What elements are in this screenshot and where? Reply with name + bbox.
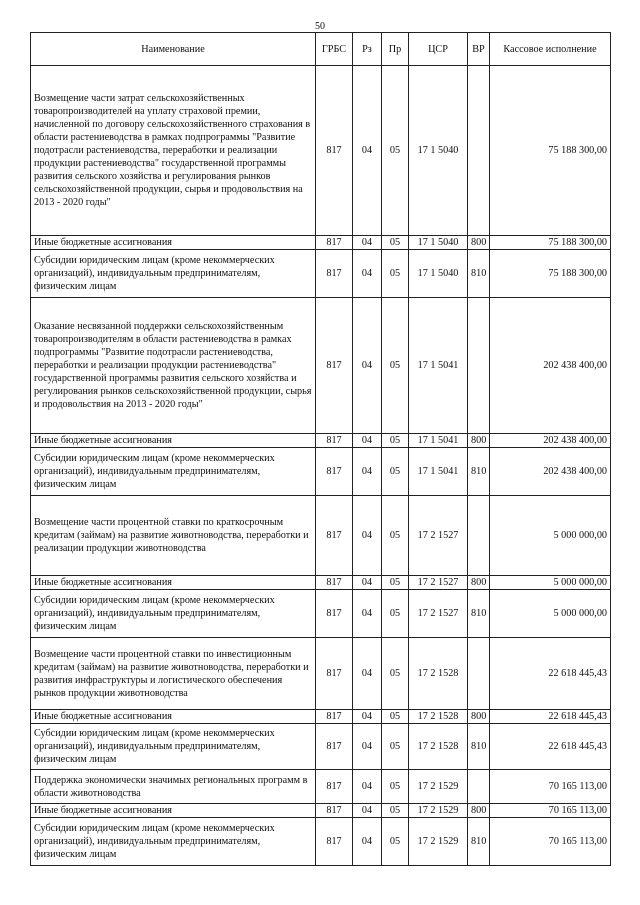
cell-pr: 05 bbox=[382, 298, 409, 434]
table-header-row bbox=[31, 33, 611, 66]
table-row bbox=[31, 66, 611, 236]
page-number: 50 bbox=[315, 21, 325, 32]
cell-rz: 04 bbox=[353, 818, 382, 866]
cell-name: Оказание несвязанной поддержки сельскохозяйственным товаропроизводителям в области растениеводства в рамках подпрограммы "Развитие подотрасли растениеводства, переработки и реализации продукции растениеводства" государственной программы развития сельского хозяйства и регулирования рынков сельскохозяйственной продукции, сырья и продовольствия на 2013 - 2020 годы" bbox=[31, 298, 316, 434]
cell-grbs: 817 bbox=[316, 236, 353, 250]
cell-vr: 810 bbox=[468, 724, 490, 770]
cell-vr bbox=[468, 496, 490, 576]
cell-pr: 05 bbox=[382, 250, 409, 298]
cell-name: Поддержка экономически значимых региональных программ в области животноводства bbox=[31, 770, 316, 804]
cell-csr: 17 1 5041 bbox=[409, 298, 468, 434]
cell-vr bbox=[468, 298, 490, 434]
cell-rz: 04 bbox=[353, 710, 382, 724]
cell-name: Возмещение части процентной ставки по инвестиционным кредитам (займам) на развитие животноводства, переработки и развития инфраструктуры и логистического обеспечения рынков продукции животноводства bbox=[31, 638, 316, 710]
cell-amount: 70 165 113,00 bbox=[490, 804, 611, 818]
cell-pr: 05 bbox=[382, 804, 409, 818]
header-rz: Рз bbox=[353, 33, 382, 66]
table-row bbox=[31, 818, 611, 866]
cell-name: Субсидии юридическим лицам (кроме некоммерческих организаций), индивидуальным предпринимателям, физическим лицам bbox=[31, 448, 316, 496]
cell-pr: 05 bbox=[382, 590, 409, 638]
cell-pr: 05 bbox=[382, 724, 409, 770]
cell-amount: 22 618 445,43 bbox=[490, 710, 611, 724]
cell-csr: 17 1 5040 bbox=[409, 250, 468, 298]
cell-rz: 04 bbox=[353, 724, 382, 770]
cell-name: Иные бюджетные ассигнования bbox=[31, 576, 316, 590]
cell-name: Субсидии юридическим лицам (кроме некоммерческих организаций), индивидуальным предпринимателям, физическим лицам bbox=[31, 724, 316, 770]
table-row bbox=[31, 576, 611, 590]
cell-rz: 04 bbox=[353, 448, 382, 496]
cell-vr bbox=[468, 638, 490, 710]
cell-name: Субсидии юридическим лицам (кроме некоммерческих организаций), индивидуальным предпринимателям, физическим лицам bbox=[31, 590, 316, 638]
cell-amount: 70 165 113,00 bbox=[490, 770, 611, 804]
cell-csr: 17 2 1528 bbox=[409, 710, 468, 724]
cell-grbs: 817 bbox=[316, 770, 353, 804]
table-row bbox=[31, 590, 611, 638]
cell-vr: 800 bbox=[468, 804, 490, 818]
table-row bbox=[31, 434, 611, 448]
cell-csr: 17 2 1528 bbox=[409, 724, 468, 770]
cell-csr: 17 1 5040 bbox=[409, 66, 468, 236]
cell-name: Иные бюджетные ассигнования bbox=[31, 236, 316, 250]
header-vr: ВР bbox=[468, 33, 490, 66]
table-row bbox=[31, 638, 611, 710]
cell-rz: 04 bbox=[353, 638, 382, 710]
cell-pr: 05 bbox=[382, 496, 409, 576]
cell-vr bbox=[468, 770, 490, 804]
table-row bbox=[31, 724, 611, 770]
cell-csr: 17 2 1528 bbox=[409, 638, 468, 710]
header-pr: Пр bbox=[382, 33, 409, 66]
cell-rz: 04 bbox=[353, 770, 382, 804]
cell-csr: 17 1 5041 bbox=[409, 448, 468, 496]
cell-grbs: 817 bbox=[316, 590, 353, 638]
table-row bbox=[31, 298, 611, 434]
cell-rz: 04 bbox=[353, 434, 382, 448]
cell-amount: 202 438 400,00 bbox=[490, 298, 611, 434]
cell-csr: 17 2 1527 bbox=[409, 576, 468, 590]
cell-pr: 05 bbox=[382, 236, 409, 250]
cell-pr: 05 bbox=[382, 434, 409, 448]
cell-amount: 202 438 400,00 bbox=[490, 448, 611, 496]
budget-table bbox=[30, 32, 611, 866]
cell-csr: 17 1 5040 bbox=[409, 236, 468, 250]
cell-pr: 05 bbox=[382, 770, 409, 804]
cell-grbs: 817 bbox=[316, 804, 353, 818]
cell-amount: 5 000 000,00 bbox=[490, 590, 611, 638]
cell-rz: 04 bbox=[353, 496, 382, 576]
cell-rz: 04 bbox=[353, 298, 382, 434]
cell-amount: 22 618 445,43 bbox=[490, 724, 611, 770]
header-amount: Кассовое исполнение bbox=[490, 33, 611, 66]
cell-csr: 17 2 1529 bbox=[409, 818, 468, 866]
cell-amount: 70 165 113,00 bbox=[490, 818, 611, 866]
cell-amount: 202 438 400,00 bbox=[490, 434, 611, 448]
header-grbs: ГРБС bbox=[316, 33, 353, 66]
cell-rz: 04 bbox=[353, 236, 382, 250]
cell-grbs: 817 bbox=[316, 434, 353, 448]
cell-pr: 05 bbox=[382, 576, 409, 590]
cell-vr: 800 bbox=[468, 236, 490, 250]
cell-name: Субсидии юридическим лицам (кроме некоммерческих организаций), индивидуальным предпринимателям, физическим лицам bbox=[31, 818, 316, 866]
cell-amount: 75 188 300,00 bbox=[490, 250, 611, 298]
cell-csr: 17 2 1529 bbox=[409, 804, 468, 818]
cell-rz: 04 bbox=[353, 590, 382, 638]
cell-pr: 05 bbox=[382, 818, 409, 866]
cell-vr: 800 bbox=[468, 434, 490, 448]
cell-amount: 22 618 445,43 bbox=[490, 638, 611, 710]
cell-name: Иные бюджетные ассигнования bbox=[31, 804, 316, 818]
cell-rz: 04 bbox=[353, 576, 382, 590]
cell-csr: 17 2 1527 bbox=[409, 590, 468, 638]
cell-amount: 75 188 300,00 bbox=[490, 236, 611, 250]
cell-rz: 04 bbox=[353, 66, 382, 236]
cell-vr: 810 bbox=[468, 250, 490, 298]
cell-grbs: 817 bbox=[316, 250, 353, 298]
cell-name: Возмещение части процентной ставки по краткосрочным кредитам (займам) на развитие животноводства, переработки и реализации продукции животноводства bbox=[31, 496, 316, 576]
cell-grbs: 817 bbox=[316, 496, 353, 576]
cell-grbs: 817 bbox=[316, 298, 353, 434]
table-row bbox=[31, 710, 611, 724]
cell-grbs: 817 bbox=[316, 66, 353, 236]
table-row bbox=[31, 250, 611, 298]
cell-grbs: 817 bbox=[316, 448, 353, 496]
table-row bbox=[31, 770, 611, 804]
cell-rz: 04 bbox=[353, 250, 382, 298]
cell-grbs: 817 bbox=[316, 710, 353, 724]
cell-grbs: 817 bbox=[316, 638, 353, 710]
cell-grbs: 817 bbox=[316, 724, 353, 770]
cell-vr: 800 bbox=[468, 710, 490, 724]
cell-csr: 17 2 1527 bbox=[409, 496, 468, 576]
header-name: Наименование bbox=[31, 33, 316, 66]
cell-pr: 05 bbox=[382, 66, 409, 236]
cell-vr: 800 bbox=[468, 576, 490, 590]
cell-name: Иные бюджетные ассигнования bbox=[31, 710, 316, 724]
cell-amount: 5 000 000,00 bbox=[490, 576, 611, 590]
cell-name: Субсидии юридическим лицам (кроме некоммерческих организаций), индивидуальным предпринимателям, физическим лицам bbox=[31, 250, 316, 298]
cell-pr: 05 bbox=[382, 448, 409, 496]
cell-grbs: 817 bbox=[316, 818, 353, 866]
cell-pr: 05 bbox=[382, 710, 409, 724]
cell-vr: 810 bbox=[468, 448, 490, 496]
header-csr: ЦСР bbox=[409, 33, 468, 66]
cell-name: Иные бюджетные ассигнования bbox=[31, 434, 316, 448]
table-row bbox=[31, 448, 611, 496]
cell-rz: 04 bbox=[353, 804, 382, 818]
cell-vr bbox=[468, 66, 490, 236]
cell-pr: 05 bbox=[382, 638, 409, 710]
cell-vr: 810 bbox=[468, 590, 490, 638]
cell-amount: 5 000 000,00 bbox=[490, 496, 611, 576]
table-row bbox=[31, 496, 611, 576]
cell-csr: 17 1 5041 bbox=[409, 434, 468, 448]
table-row bbox=[31, 804, 611, 818]
cell-name: Возмещение части затрат сельскохозяйственных товаропроизводителей на уплату страховой премии, начисленной по договору сельскохозяйственного страхования в области растениеводства в рамках подпрограммы "Развитие подотрасли растениеводства, переработки и реализации продукции растениеводства" государственной программы развития сельского хозяйства и регулирования рынков сельскохозяйственной продукции, сырья и продовольствия на 2013 - 2020 годы" bbox=[31, 66, 316, 236]
cell-vr: 810 bbox=[468, 818, 490, 866]
cell-grbs: 817 bbox=[316, 576, 353, 590]
cell-csr: 17 2 1529 bbox=[409, 770, 468, 804]
table-row bbox=[31, 236, 611, 250]
cell-amount: 75 188 300,00 bbox=[490, 66, 611, 236]
